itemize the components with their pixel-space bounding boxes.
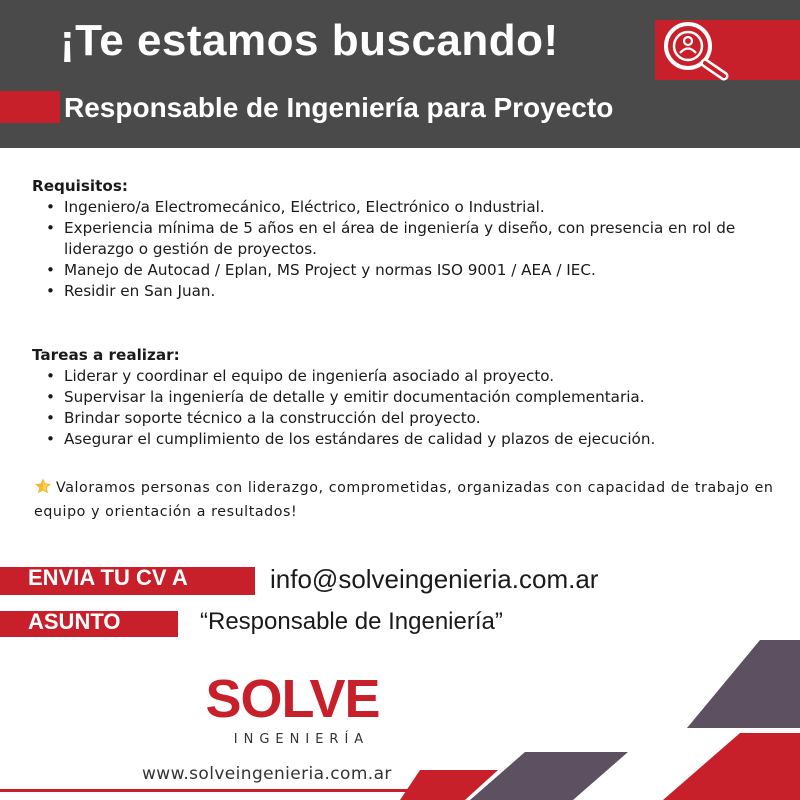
list-item: • Asegurar el cumplimiento de los estándares de calidad y plazos de ejecución. <box>46 429 777 450</box>
tareas-title: Tareas a realizar: <box>32 346 180 364</box>
list-item: • Residir en San Juan. <box>46 281 777 302</box>
solve-logo <box>205 670 380 747</box>
valoramos-note <box>34 476 774 524</box>
deco-shape-purple-bottom <box>470 752 628 800</box>
list-item: • Liderar y coordinar el equipo de ingeniería asociado al proyecto. <box>46 366 777 387</box>
logo-sub: INGENIERÍA <box>233 732 370 747</box>
logo-main: SOLVE <box>205 669 380 729</box>
deco-shape-purple-top <box>687 640 800 728</box>
list-item: • Ingeniero/a Electromecánico, Eléctrico, Electrónico o Industrial. <box>46 197 777 218</box>
list-item: • Manejo de Autocad / Eplan, MS Project y normas ISO 9001 / AEA / IEC. <box>46 260 777 281</box>
requisitos-title: Requisitos: <box>32 177 128 195</box>
deco-red-line <box>0 789 440 792</box>
page-title: ¡Te estamos buscando! <box>60 16 559 65</box>
list-item: • Supervisar la ingeniería de detalle y emitir documentación complementaria. <box>46 387 777 408</box>
asunto-value: “Responsable de Ingeniería” <box>200 608 503 635</box>
search-person-icon <box>656 14 738 84</box>
list-item: • Experiencia mínima de 5 años en el área de ingeniería y diseño, con presencia en rol de liderazgo o gestión de proyectos. <box>46 218 777 260</box>
requisitos-list <box>46 197 777 302</box>
deco-shape-red-right <box>663 733 800 800</box>
tareas-list <box>46 366 777 450</box>
valoramos-text: Valoramos personas con liderazgo, comprometidas, organizadas con capacidad de trabajo en equipo y orientación a resultados! <box>34 480 774 520</box>
deco-shape-red-small <box>400 770 498 800</box>
cv-label: ENVIA TU CV A <box>28 565 188 590</box>
list-item: • Brindar soporte técnico a la construcción del proyecto. <box>46 408 777 429</box>
job-content <box>32 176 777 450</box>
job-title: Responsable de Ingeniería para Proyecto <box>64 92 614 123</box>
asunto-label: ASUNTO <box>28 609 121 634</box>
header-red-accent-left <box>0 91 60 123</box>
star-icon <box>34 478 52 494</box>
cv-email[interactable]: info@solveingenieria.com.ar <box>270 564 599 594</box>
website-link[interactable]: www.solveingenieria.com.ar <box>142 764 392 784</box>
